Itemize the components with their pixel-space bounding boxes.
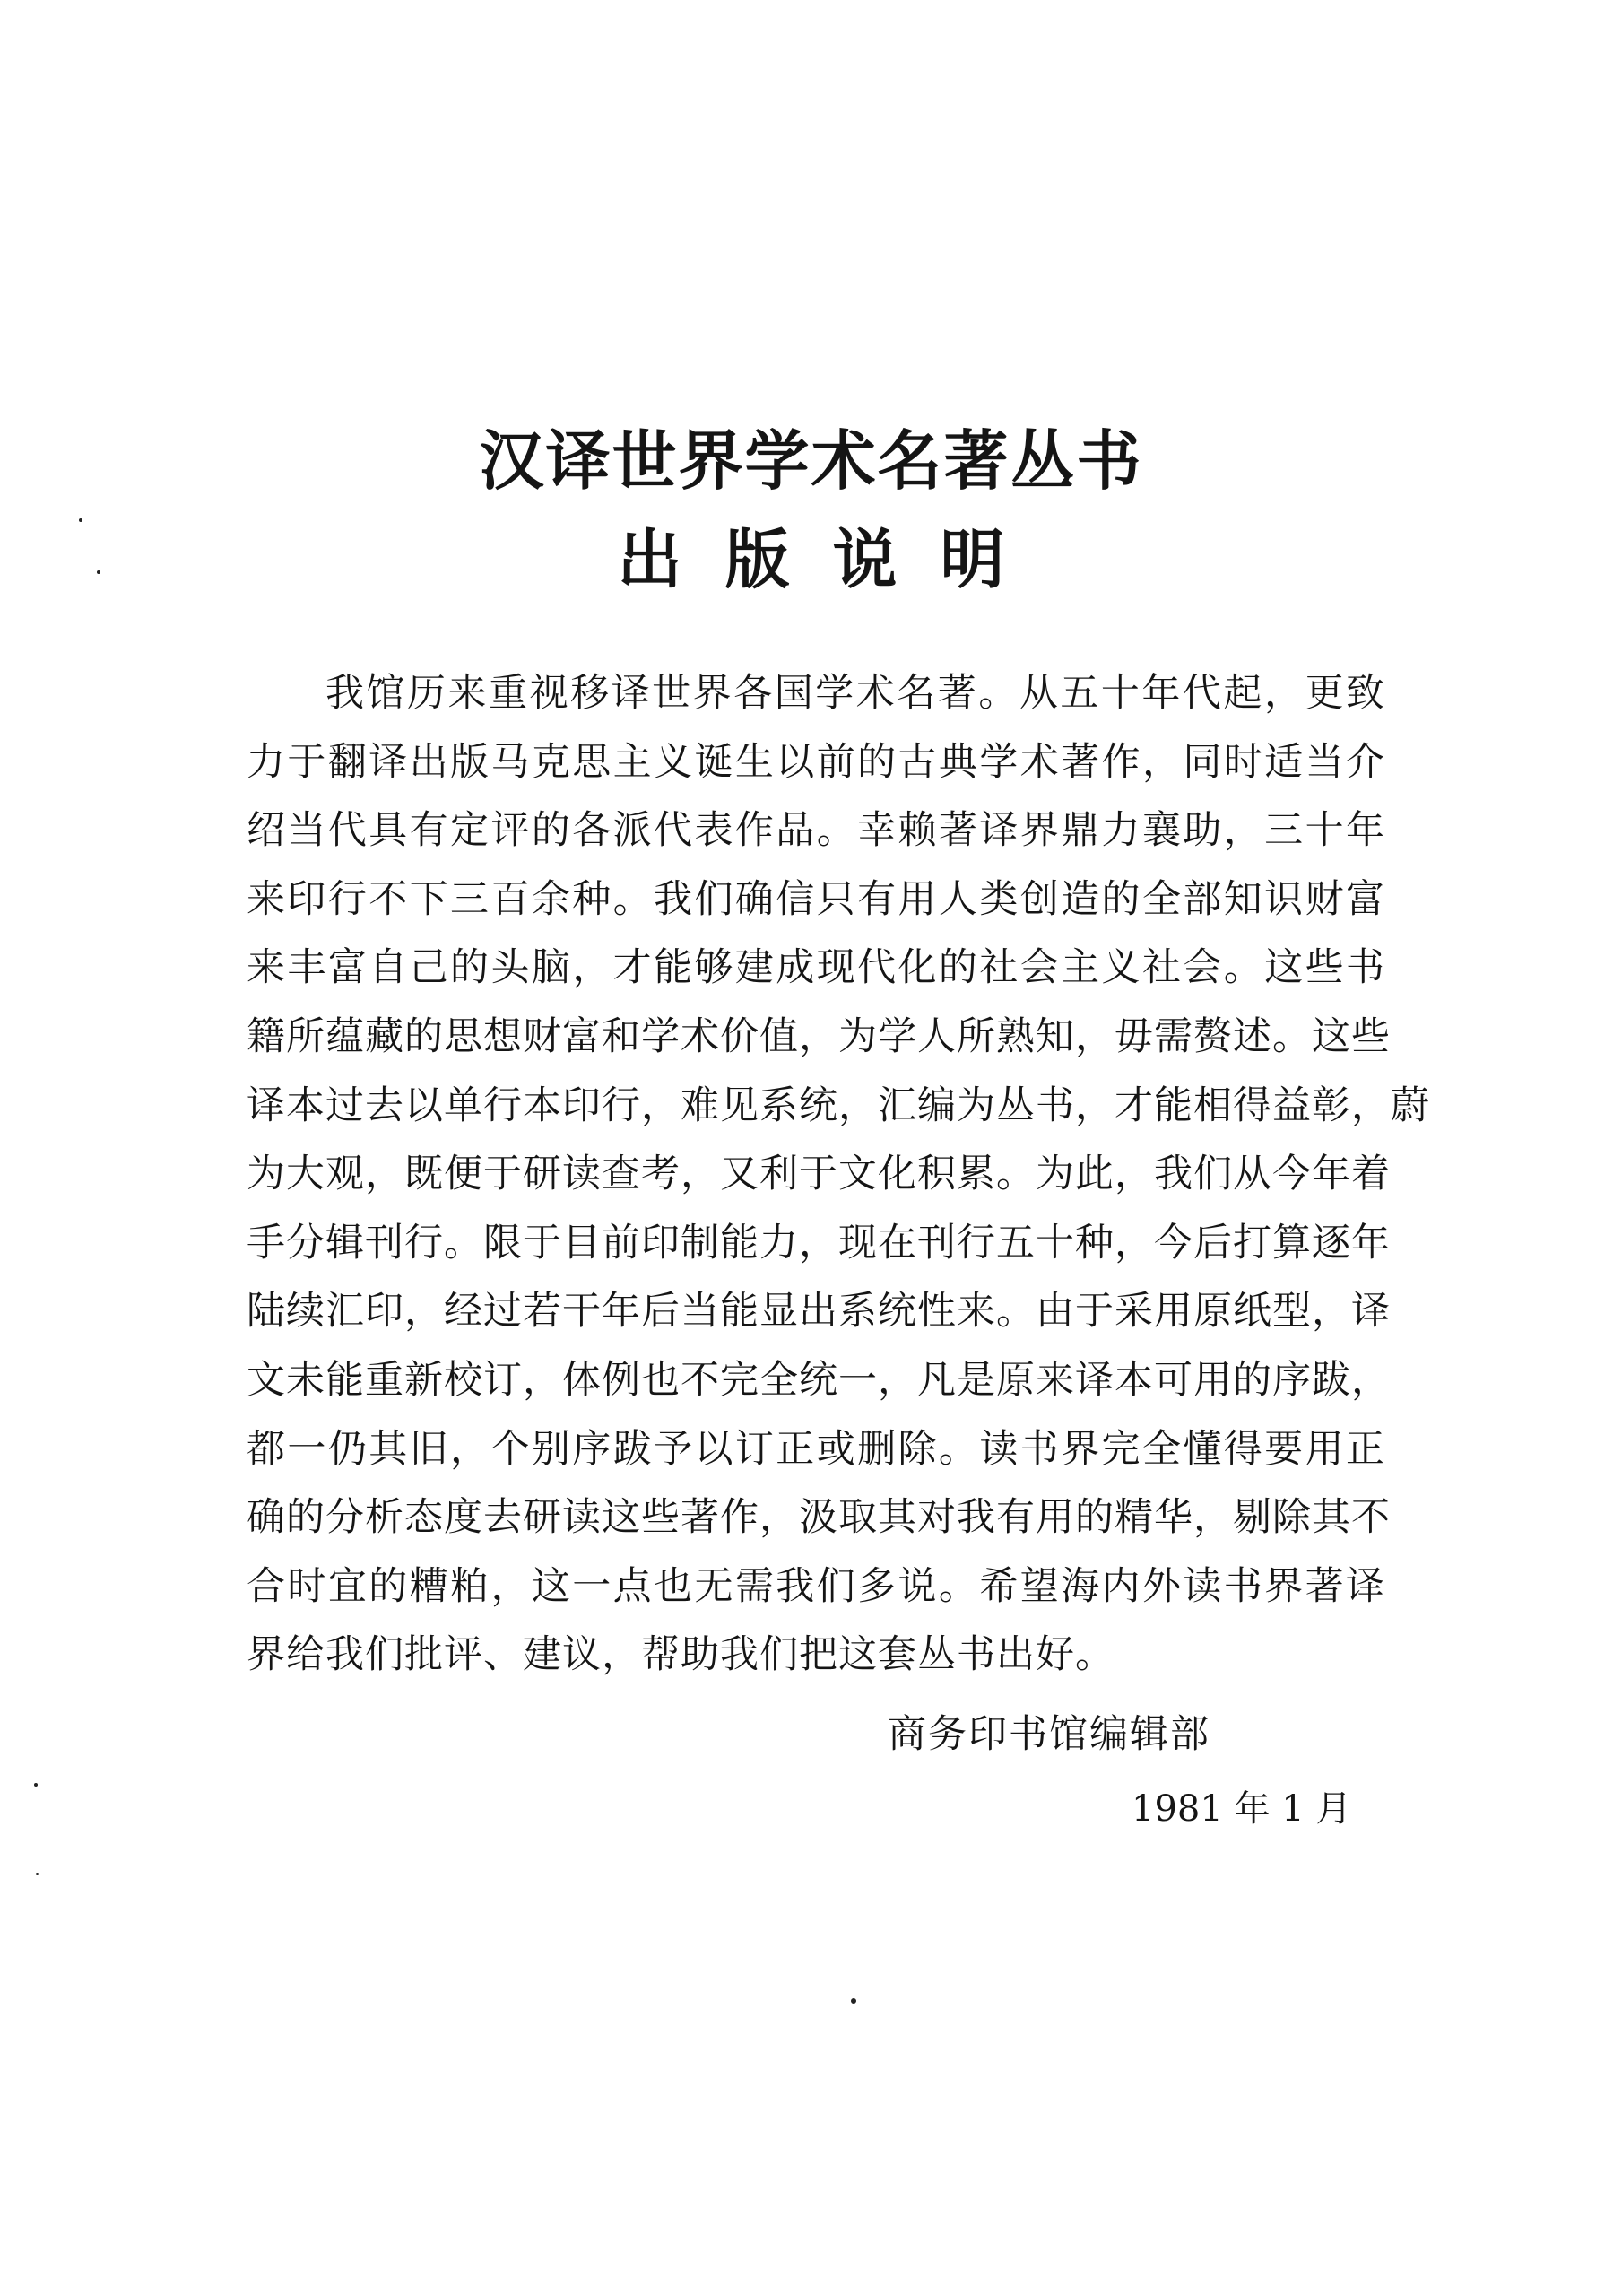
series-title: 汉译世界学术名著丛书 bbox=[479, 422, 1143, 499]
scan-speck bbox=[851, 1998, 856, 2004]
body-line: 手分辑刊行。限于目前印制能力，现在刊行五十种，今后打算逐年 bbox=[247, 1220, 1391, 1265]
body-line: 籍所蕴藏的思想财富和学术价值，为学人所熟知，毋需赘述。这些 bbox=[247, 1013, 1391, 1059]
page-title: 出版说明 bbox=[617, 521, 1048, 597]
body-line: 来印行不下三百余种。我们确信只有用人类创造的全部知识财富 bbox=[247, 876, 1385, 922]
body-line: 文未能重新校订，体例也不完全统一，凡是原来译本可用的序跋， bbox=[247, 1357, 1391, 1403]
publisher-signature: 商务印书馆编辑部 bbox=[888, 1712, 1210, 1757]
body-line: 力于翻译出版马克思主义诞生以前的古典学术著作，同时适当介 bbox=[247, 739, 1385, 785]
publication-date: 1981 年 1 月 bbox=[1132, 1788, 1352, 1830]
body-line: 为大观，既便于研读查考，又利于文化积累。为此，我们从今年着 bbox=[247, 1152, 1391, 1197]
body-line: 陆续汇印，经过若干年后当能显出系统性来。由于采用原纸型，译 bbox=[247, 1289, 1391, 1335]
scan-speck bbox=[97, 570, 100, 574]
body-line: 我馆历来重视移译世界各国学术名著。从五十年代起，更致 bbox=[325, 671, 1385, 716]
body-line: 绍当代具有定评的各派代表作品。幸赖著译界鼎力襄助，三十年 bbox=[247, 808, 1385, 854]
scan-speck bbox=[36, 1873, 39, 1875]
body-line: 来丰富自己的头脑，才能够建成现代化的社会主义社会。这些书 bbox=[247, 945, 1385, 991]
scan-speck bbox=[34, 1783, 38, 1787]
scan-speck bbox=[79, 518, 82, 522]
body-line: 都一仍其旧，个别序跋予以订正或删除。读书界完全懂得要用正 bbox=[247, 1426, 1385, 1472]
body-line: 译本过去以单行本印行，难见系统，汇编为丛书，才能相得益彰，蔚 bbox=[247, 1083, 1430, 1128]
body-line: 界给我们批评、建议，帮助我们把这套丛书出好。 bbox=[247, 1632, 1115, 1678]
body-line: 确的分析态度去研读这些著作，汲取其对我有用的精华，剔除其不 bbox=[247, 1495, 1391, 1541]
body-paragraph bbox=[247, 659, 1430, 1690]
body-line: 合时宜的糟粕，这一点也无需我们多说。希望海内外读书界著译 bbox=[247, 1563, 1385, 1609]
